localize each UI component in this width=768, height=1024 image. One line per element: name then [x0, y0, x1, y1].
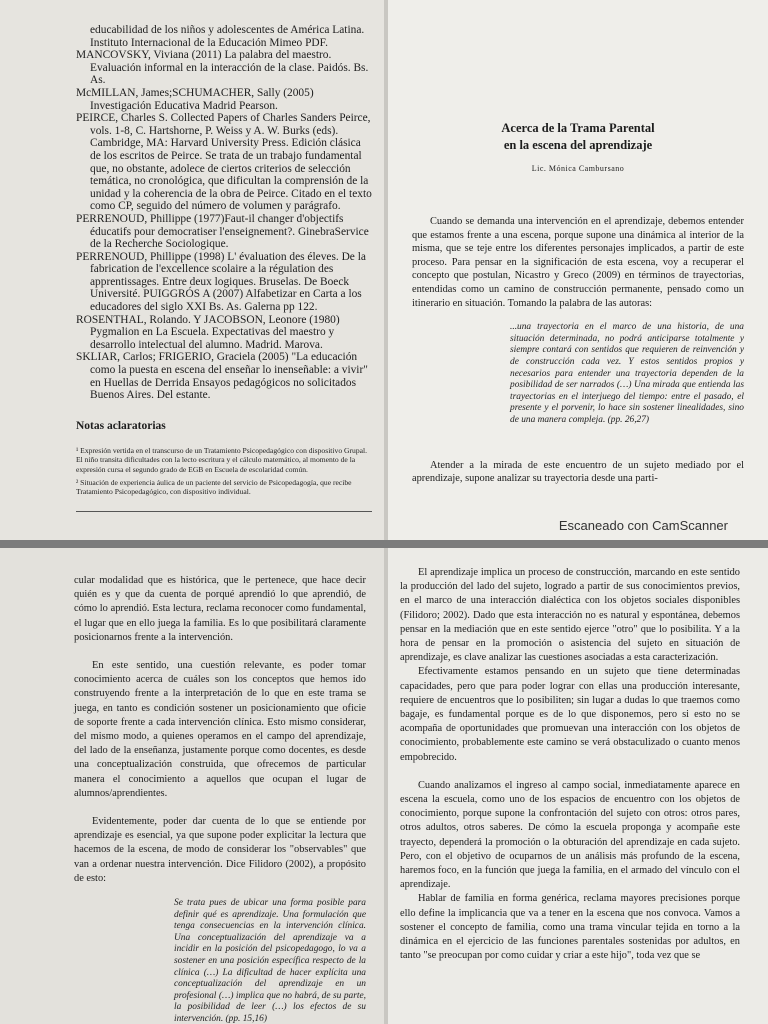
- article-title-line: en la escena del aprendizaje: [503, 138, 653, 152]
- footnotes: [76, 446, 372, 497]
- page-top-right: [386, 0, 768, 540]
- body-paragraph: En este sentido, una cuestión relevante, es poder tomar conocimiento acerca de cuáles son los conceptos que hemos ido construyendo frente a la interpretación de lo que en este trama se juega, en tanto es condición sostener un posicionamiento que oficie de soporte frente a cada intervención clínica. Esto mismo considerar, del mismo modo, a quienes operamos en el campo del aprendizaje, del lado de la enseñanza, justamente porque como docentes, es desde una conceptualización construida, que ofrecemos de particular manera el conocimiento a aquellos que ocupan el lugar de alumnos/aprendientes.: [74, 660, 366, 799]
- article-author: Lic. Mónica Cambursano: [531, 164, 625, 173]
- article-title: [412, 120, 744, 154]
- page-bottom-left: [0, 548, 386, 1024]
- reference-item: educabilidad de los niños y adolescentes de América Latina. Instituto Internacional de la Educación Mimeo PDF.: [90, 24, 365, 49]
- block-quote: ...una trayectoria en el marco de una historia, de una situación determinada, no podrá anticiparse totalmente y siempre contará con sentidos que requieren de reinvención y de construcción cada vez. Y estos sentidos propios y necesarios para entender una trayectoria dependen de la posibilidad de ser narrados (…) Una mirada que entienda las trayectorias en el interjuego del tiempo: entre el pasado, el presente y el porvenir, lo hace sin sostener linealidades, sino de una manera compleja. (pp. 26,27): [510, 322, 744, 425]
- reference-item: PERRENOUD, Phillippe (1998) L' évaluation des éleves. De la fabrication de l'excellence scolaire a la régulation des apprentissages. Entre deux logiques. Bruselas. De Boeck Université. PUIGGRÓS A (2007) Alfabetizar en Carta a los educadores del siglo XXI Bs. As. Galerna pp 122.: [76, 250, 366, 314]
- body-paragraph: Hablar de familia en forma genérica, reclama mayores precisiones porque ello define la implicancia que va a tener en la escena que nos convoca. Vamos a sostener el concepto de familia, como una trama vincular tejida en torno a la dinámica en el ejercicio de las funciones parentales sostenidas por adultos, en tanto "se preocupan por como cuidar y criar a este hijo", toda vez que se: [400, 893, 740, 962]
- body-paragraph: cular modalidad que es histórica, que le pertenece, que hace decir quién es y que da cuenta de porqué aprendió lo que aprendió, de cómo lo aprendió. Esta lectura, reclama reconocer como fundamental, el lugar que en ello juega la familia. Es lo que posibilitará claramente posicionarnos frente a la intervención.: [74, 575, 366, 643]
- reference-list: [76, 24, 372, 402]
- article-title-line: Acerca de la Trama Parental: [501, 121, 655, 135]
- book-gutter: [384, 548, 388, 1024]
- book-gutter: [384, 0, 388, 540]
- reference-item: SKLIAR, Carlos; FRIGERIO, Graciela (2005) "La educación como la puesta en escena del enseñar lo inenseñable: a vivir" en Huellas de Derrida Ensayos pedagógicos no solicitados Buenos Aires. Del estante.: [76, 351, 368, 402]
- footnote-divider: [76, 511, 372, 512]
- footnote: ² Situación de experiencia áulica de un paciente del servicio de Psicopedagogía, que recibe Tratamiento Psicopedagógico, con dispositivo individual.: [76, 478, 352, 497]
- body-paragraph: Cuando analizamos el ingreso al campo social, inmediatamente aparece en escena la escuela, como uno de los espacios de encuentro con los objetos de conocimiento, porque supone la confrontación del sujeto con otros: otros pares, otros adultos, otros saberes. De cómo la escuela proponga y acompañe este trayecto, dependerá la promoción o la obturación del aprendizaje en cada sujeto. Pero, con el objetivo de ocuparnos de un análisis más profundo de la escena, haremos foco, en la función que juega la familia, en el armado del vínculo con el aprendizaje.: [400, 779, 740, 891]
- body-paragraph: El aprendizaje implica un proceso de construcción, marcando en este sentido la producción del lado del sujeto, logrado a partir de sus conocimientos previos, en el marco de una interacción dialéctica con los objetos sociales disponibles (Filidoro; 2002). Dado que esta interacción no es natural y espontánea, debemos pensar en la mediación que en este sentido ejerce "otro" que lo posibilita. Y a la hora de pensar en la promoción o asistencia del sujeto en situación de aprendizaje, es clave analizar las cuestiones asociadas a esta caracterización.: [400, 567, 740, 664]
- body-paragraph: Atender a la mirada de este encuentro de un sujeto mediado por el aprendizaje, supone analizar su trayectoria desde una parti-: [412, 459, 744, 485]
- page-top-left: [0, 0, 386, 540]
- footnote: ¹ Expresión vertida en el transcurso de un Tratamiento Psicopedagógico con dispositivo Grupal. El niño transita dificultades con la lecto escritura y el cálculo matemático, al momento de la expresión cursa el segundo grado de EGB en Escuela de escolaridad común.: [76, 445, 367, 474]
- intro-paragraph: Cuando se demanda una intervención en el aprendizaje, debemos entender que estamos frente a una escena, porque supone una dinámica al interior de la misma, que se teje entre los diferentes personajes implicados, a partir de este proceso. Para pensar en la significación de esta escena, voy a recuperar el concepto que postulan, Nicastro y Greco (2009) en términos de trayectorias, entendidas como un camino de construcción permanente, pensado como un itinerario en situación. Tomando la palabra de las autoras:: [412, 216, 744, 309]
- notes-heading: Notas aclaratorias: [76, 419, 166, 432]
- reference-item: McMILLAN, James;SCHUMACHER, Sally (2005) Investigación Educativa Madrid Pearson.: [76, 86, 314, 112]
- body-paragraph: Efectivamente estamos pensando en un sujeto que tiene determinadas capacidades, pero que para poder lograr con ellas una producción interesante, requiere de encuentros que lo posibiliten; sin lugar a dudas lo que traemos como bagaje, es fundamental porque es de lo que disponemos, pero si esto no se acompaña de oportunidades que promuevan una interacción con los objetos de conocimiento, probablemente este camino se verá obstaculizado o cuanto menos empobrecido.: [400, 666, 740, 763]
- block-quote: Se trata pues de ubicar una forma posible para definir qué es aprendizaje. Una formulación que tenga consecuencias en la intervención clínica. Una conceptualización del aprendizaje va a incidir en la posición del psicopedagogo, lo va a sostener en una posición específica respecto de la clínica (…) La dificultad de hacer explícita una conceptualización del aprendizaje en un profesional (…) implica que no habrá, de su parte, la posibilidad de leer (…) los efectos de su intervención. (pp. 15,16): [174, 898, 366, 1024]
- reference-item: PEIRCE, Charles S. Collected Papers of Charles Sanders Peirce, vols. 1-8, C. Hartshorne, P. Weiss y A. W. Burks (eds). Cambridge, MA: Harvard University Press. Edición clásica de los escritos de Peirce. Se trata de un trabajo fundamental que, no obstante, adolece de ciertos criterios de selección temática, no cronológica, que dificultan la comprensión de la unidad y la coherencia de la obra de Peirce. Citado en el texto como CP, seguido del número de volumen y parágrafo.: [76, 112, 372, 213]
- body-paragraph: Evidentemente, poder dar cuenta de lo que se entiende por aprendizaje es esencial, ya que supone poder explicitar la lectura que hacemos de la escena, de modo de considerar los "observables" que van a ordenar nuestra intervención. Dice Filidoro (2002), a propósito de esto:: [74, 816, 366, 884]
- reference-item: MANCOVSKY, Viviana (2011) La palabra del maestro. Evaluación informal en la interacción de la clase. Paidós. Bs. As.: [76, 49, 369, 87]
- reference-item: PERRENOUD, Phillippe (1977)Faut-il changer d'objectifs éducatifs pour democratiser l'enseignement?. GinebraService de la Recherche Sociologique.: [76, 212, 369, 251]
- page-bottom-right: [386, 548, 768, 1024]
- scan-separator: [0, 540, 768, 548]
- reference-item: ROSENTHAL, Rolando. Y JACOBSON, Leonore (1980) Pygmalion en La Escuela. Expectativas del maestro y desarrollo intelectual del alumno. Madrid. Marova.: [76, 313, 340, 351]
- scanner-watermark: Escaneado con CamScanner: [558, 518, 728, 533]
